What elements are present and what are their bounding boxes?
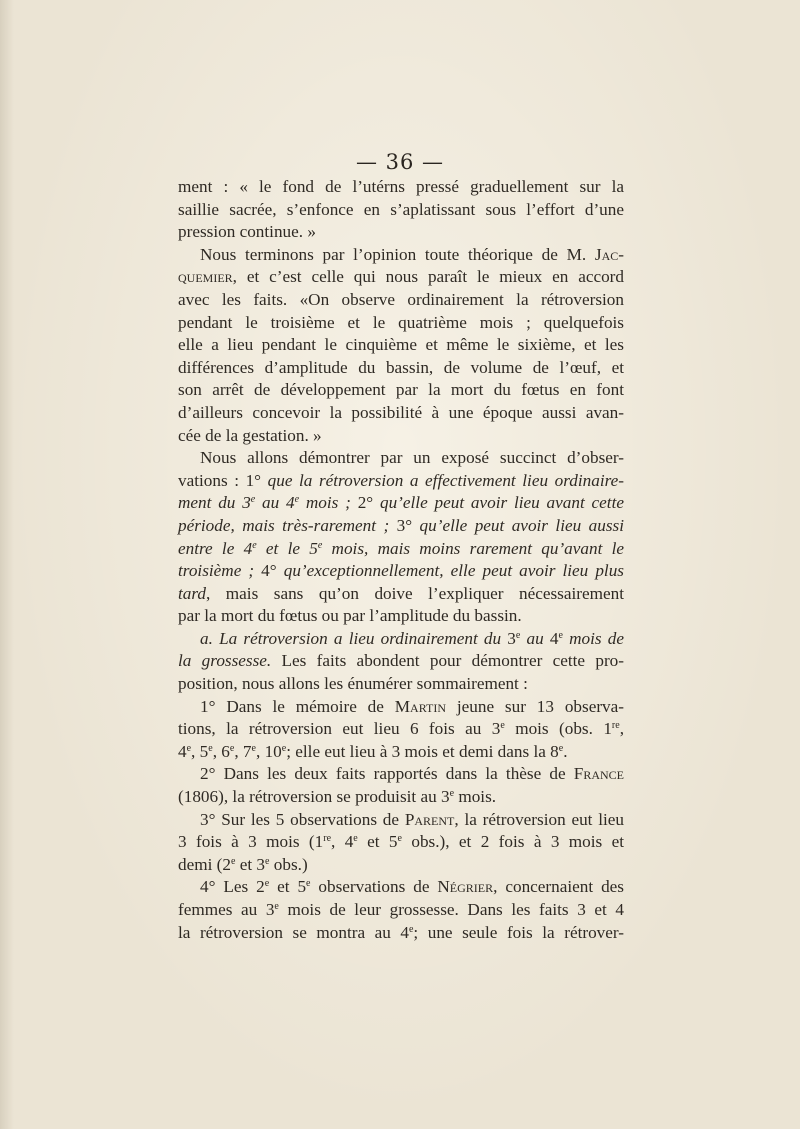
- text-line: position, nous allons les énumérer sommairement :: [178, 674, 528, 694]
- text-line: pendant le troisième et le quatrième mois ; quelquefois: [178, 312, 624, 332]
- text-line: entre le 4e et le 5e mois, mais moins rarement qu’avant le: [178, 538, 625, 558]
- page-number: — 36 —: [355, 150, 445, 174]
- text-line: cée de la gestation. »: [178, 425, 322, 445]
- text-line: 4° Les 2e et 5e observations de Négrier, concernaient des: [200, 877, 624, 897]
- text-line: avec les faits. «On observe ordinairement la rétroversion: [178, 289, 624, 309]
- text-line: elle a lieu pendant le cinquième et même le sixième, et les: [178, 335, 624, 355]
- text-line: son arrêt de développement par la mort du fœtus en font: [178, 380, 624, 400]
- text-line: (1806), la rétroversion se produisit au 3e mois.: [178, 787, 497, 807]
- body-text: [178, 176, 624, 944]
- text-line: ment du 3e au 4e mois ; 2° qu’elle peut avoir lieu avant cette: [178, 493, 624, 513]
- text-line: Nous allons démontrer par un exposé succinct d’obser-: [200, 448, 624, 468]
- text-line: 3° Sur les 5 observations de Parent, la rétroversion eut lieu: [200, 809, 625, 829]
- text-line: d’ailleurs concevoir la possibilité à une époque aussi avan-: [178, 402, 624, 422]
- text-line: tard, mais sans qu’on doive l’expliquer nécessairement: [178, 583, 624, 603]
- text-line: la rétroversion se montra au 4e; une seule fois la rétrover-: [178, 922, 624, 942]
- text-line: 3 fois à 3 mois (1re, 4e et 5e obs.), et 2 fois à 3 mois et: [178, 832, 625, 852]
- text-line: différences d’amplitude du bassin, de volume de l’œuf, et: [178, 357, 624, 377]
- text-line: tions, la rétroversion eut lieu 6 fois au 3e mois (obs. 1re,: [178, 719, 624, 739]
- text-line: troisième ; 4° qu’exceptionnellement, elle peut avoir lieu plus: [178, 561, 624, 581]
- text-line: Nous terminons par l’opinion toute théorique de M. Jac-: [200, 244, 624, 264]
- text-line: femmes au 3e mois de leur grossesse. Dans les faits 3 et 4: [178, 900, 624, 919]
- text-line: période, mais très-rarement ; 3° qu’elle peut avoir lieu aussi: [178, 515, 624, 535]
- text-line: quemier, et c’est celle qui nous paraît le mieux en accord: [178, 267, 624, 287]
- text-line: la grossesse. Les faits abondent pour démontrer cette pro-: [178, 651, 624, 671]
- text-line: demi (2e et 3e obs.): [178, 854, 308, 874]
- text-line: a. La rétroversion a lieu ordinairement du 3e au 4e mois de: [200, 628, 625, 648]
- text-line: 4e, 5e, 6e, 7e, 10e; elle eut lieu à 3 mois et demi dans la 8e.: [178, 741, 568, 761]
- text-line: pression continue. »: [178, 222, 316, 242]
- text-line: saillie sacrée, s’enfonce en s’aplatissant sous l’effort d’une: [178, 199, 624, 219]
- text-line: 1° Dans le mémoire de Martin jeune sur 13 observa-: [200, 696, 624, 716]
- text-line: vations : 1° que la rétroversion a effectivement lieu ordinaire-: [178, 470, 624, 490]
- text-line: ment : « le fond de l’utérns pressé graduellement sur la: [178, 177, 624, 196]
- text-line: 2° Dans les deux faits rapportés dans la thèse de France: [200, 764, 624, 784]
- text-line: par la mort du fœtus ou par l’amplitude du bassin.: [178, 606, 522, 626]
